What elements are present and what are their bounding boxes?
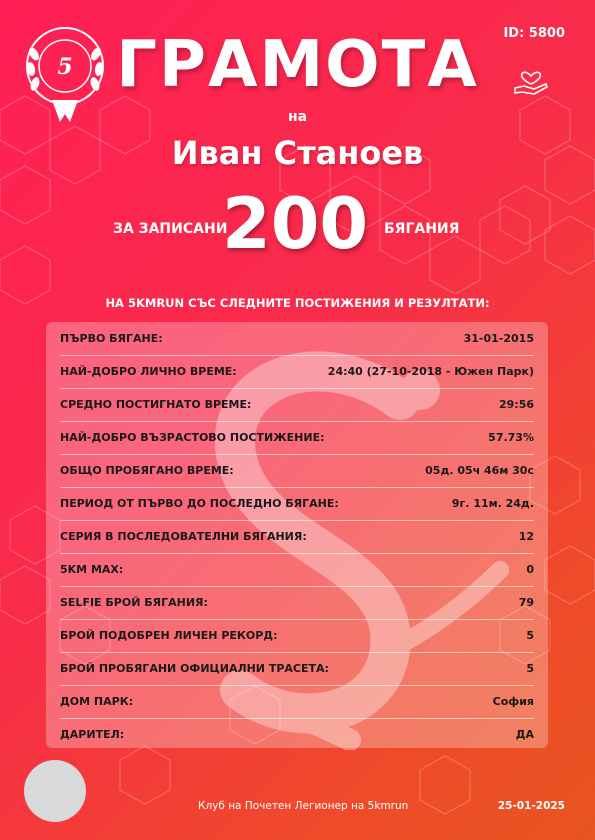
stat-label: СЕРИЯ В ПОСЛЕДОВАТЕЛНИ БЯГАНИЯ: xyxy=(60,530,307,543)
stat-label: БРОЙ ПРОБЯГАНИ ОФИЦИАЛНИ ТРАСЕТА: xyxy=(60,662,329,675)
recipient-name: Иван Станоев xyxy=(171,134,424,172)
stat-row xyxy=(60,553,534,587)
stat-value: София xyxy=(492,695,534,708)
stat-row xyxy=(60,454,534,488)
stat-value: 9г. 11м. 24д. xyxy=(451,497,534,510)
stat-value: ДА xyxy=(515,728,534,741)
stat-row xyxy=(60,322,534,356)
stat-value: 57.73% xyxy=(488,431,534,444)
stat-label: ПЕРИОД ОТ ПЪРВО ДО ПОСЛЕДНО БЯГАНЕ: xyxy=(60,497,339,510)
stat-label: ПЪРВО БЯГАНЕ: xyxy=(60,332,163,345)
run-count: 200 xyxy=(222,183,369,265)
stat-label: НАЙ-ДОБРО ВЪЗРАСТОВО ПОСТИЖЕНИЕ: xyxy=(60,431,325,444)
stat-value: 29:56 xyxy=(498,398,534,411)
stat-row xyxy=(60,520,534,554)
stat-value: 5 xyxy=(526,629,534,642)
achievements-subtitle: НА 5KMRUN СЪС СЛЕДНИТЕ ПОСТИЖЕНИЯ И РЕЗУЛТАТИ: xyxy=(105,296,490,310)
stat-row xyxy=(60,586,534,620)
na-label: на xyxy=(287,109,308,125)
stat-label: НАЙ-ДОБРО ЛИЧНО ВРЕМЕ: xyxy=(60,365,237,378)
stat-row xyxy=(60,652,534,686)
stat-label: ДОМ ПАРК: xyxy=(60,695,134,708)
runs-label: БЯГАНИЯ xyxy=(384,221,460,237)
stat-row xyxy=(60,718,534,751)
issue-date: 25-01-2025 xyxy=(497,800,565,812)
stat-label: SELFIE БРОЙ БЯГАНИЯ: xyxy=(60,596,208,609)
stat-row xyxy=(60,388,534,422)
certificate-id: ID: 5800 xyxy=(503,26,565,41)
stat-row xyxy=(60,355,534,389)
za-label: ЗА ЗАПИСАНИ xyxy=(113,221,228,237)
stat-value: 05д. 05ч 46м 30с xyxy=(425,464,534,477)
svg-text:5: 5 xyxy=(57,54,73,80)
avatar-placeholder xyxy=(24,760,86,822)
stat-row xyxy=(60,619,534,653)
stat-value: 5 xyxy=(526,662,534,675)
stat-row xyxy=(60,421,534,455)
stat-value: 12 xyxy=(518,530,534,543)
stat-value: 24:40 (27-10-2018 - Южен Парк) xyxy=(327,365,534,378)
stat-label: ДАРИТЕЛ: xyxy=(60,728,125,741)
stat-value: 31-01-2015 xyxy=(463,332,534,345)
certificate-title: ГРАМОТА xyxy=(116,28,479,102)
stat-label: 5KM MAX: xyxy=(60,563,124,576)
stat-row xyxy=(60,685,534,719)
stat-label: БРОЙ ПОДОБРЕН ЛИЧЕН РЕКОРД: xyxy=(60,629,278,642)
stat-value: 79 xyxy=(518,596,534,609)
stat-label: СРЕДНО ПОСТИГНАТО ВРЕМЕ: xyxy=(60,398,252,411)
stat-label: ОБЩО ПРОБЯГАНО ВРЕМЕ: xyxy=(60,464,234,477)
club-footer: Клуб на Почетен Легионер на 5kmrun xyxy=(198,800,409,812)
stat-value: 0 xyxy=(526,563,534,576)
stats-panel xyxy=(46,322,548,748)
stat-row xyxy=(60,487,534,521)
